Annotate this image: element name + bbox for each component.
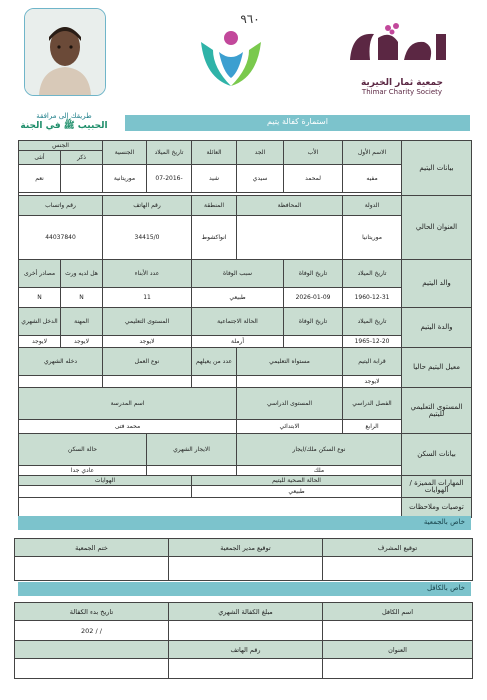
whatsapp-value[interactable]: 44037840	[19, 216, 103, 260]
male-value[interactable]	[61, 165, 103, 193]
father-birthdate-value[interactable]: 1960-12-31	[343, 288, 402, 308]
family-label: العائلة	[192, 141, 237, 165]
phone-value[interactable]: 34415/0	[103, 216, 192, 260]
carer-education-value[interactable]	[237, 376, 343, 388]
grandfather-value[interactable]: سيدي	[237, 165, 284, 193]
child-photo-image	[25, 9, 105, 95]
governorate-label: المحافظة	[237, 196, 343, 216]
sponsor-phone-label: رقم الهاتف	[169, 641, 323, 659]
country-label: الدولة	[343, 196, 402, 216]
death-cause-value[interactable]: طبيعي	[192, 288, 284, 308]
housing-condition-label: حالة السكن	[19, 434, 147, 466]
father-birthdate-label: تاريخ الميلاد	[343, 260, 402, 288]
father-name-value[interactable]: لمحمد	[284, 165, 343, 193]
start-date-label: تاريخ بدء الكفالة	[15, 603, 169, 621]
monthly-amount-label: مبلغ الكفالة الشهري	[169, 603, 323, 621]
mother-birthdate-label: تاريخ الميلاد	[343, 308, 402, 336]
form-title-bar	[125, 115, 470, 131]
carer-job-value[interactable]	[103, 376, 192, 388]
female-label: أنثى	[19, 151, 61, 165]
first-name-label: الاسم الأول	[343, 141, 402, 165]
seal-label: ختم الجمعية	[15, 539, 169, 557]
sponsor-table	[14, 602, 473, 679]
birthdate-label: تاريخ الميلاد	[147, 141, 192, 165]
education-section-label: المستوى التعليمي لليتيم	[402, 388, 472, 434]
sponsor-name-label: اسم الكافل	[323, 603, 473, 621]
brand-block	[338, 20, 466, 96]
carer-dependents-value[interactable]	[192, 376, 237, 388]
director-signature-field[interactable]	[169, 557, 323, 581]
sponsor-extra-field[interactable]	[15, 659, 169, 679]
grandfather-label: الجد	[237, 141, 284, 165]
carer-relation-value[interactable]: لايوجد	[343, 376, 402, 388]
motto-line2: الحبيب ﷺ في الجنة	[20, 121, 108, 131]
mother-income-label: الدخل الشهري	[19, 308, 61, 336]
grade-label: الفصل الدراسي	[343, 388, 402, 420]
housing-type-label: نوع السكن ملك/ايجار	[237, 434, 402, 466]
nationality-value[interactable]: موريتانية	[103, 165, 147, 193]
father-inheritance-label: هل لديه ورث	[61, 260, 103, 288]
supervisor-signature-field[interactable]	[323, 557, 473, 581]
housing-section-label: بيانات السكن	[402, 434, 472, 476]
supervisor-signature-label: توقيع المشرف	[323, 539, 473, 557]
motto-line1: طريقك إلى مرافقة	[36, 112, 92, 120]
mother-education-label: المستوى التعليمي	[103, 308, 192, 336]
housing-type-value[interactable]: ملك	[237, 466, 402, 476]
thimar-logo-icon	[338, 20, 466, 72]
sponsor-address-value[interactable]	[323, 659, 473, 679]
father-inheritance-value[interactable]: N	[61, 288, 103, 308]
father-other-income-label: مصادر أخرى	[19, 260, 61, 288]
sponsor-phone-value[interactable]	[169, 659, 323, 679]
region-value[interactable]: انواكشوط	[192, 216, 237, 260]
seal-field[interactable]	[15, 557, 169, 581]
sponsor-section-title: خاص بالكافل	[426, 584, 465, 592]
mother-death-date-value[interactable]	[284, 336, 343, 348]
mother-income-value[interactable]: لايوجد	[19, 336, 61, 348]
orphan-photo	[24, 8, 106, 96]
mother-death-date-label: تاريخ الوفاة	[284, 308, 343, 336]
address-section-label: العنوان الحالي	[402, 196, 472, 260]
carer-dependents-label: عدد من يعيلهم	[192, 348, 237, 376]
skills-section-label: المهارات المميزة / الهوايات	[402, 476, 472, 498]
start-date-value[interactable]: 202 / /	[15, 621, 169, 641]
sponsor-phone-spacer	[15, 641, 169, 659]
sponsor-section-bar	[18, 582, 471, 596]
monthly-amount-value[interactable]	[169, 621, 323, 641]
office-section-title: خاص بالجمعية	[423, 518, 465, 526]
director-signature-label: توقيع مدير الجمعية	[169, 539, 323, 557]
carer-education-label: مستواه التعليمي	[237, 348, 343, 376]
org-name-en: Thimar Charity Society	[361, 88, 443, 96]
children-count-label: عدد الأبناء	[103, 260, 192, 288]
monthly-rent-label: الايجار الشهري	[147, 434, 237, 466]
mother-birthdate-value[interactable]: 1965-12-20	[343, 336, 402, 348]
form-title: استمارة كفالة يتيم	[267, 117, 328, 126]
school-level-value[interactable]: الابتدائي	[237, 420, 343, 434]
school-name-value[interactable]: محمد فتى	[19, 420, 237, 434]
mother-job-value[interactable]: لايوجد	[61, 336, 103, 348]
sponsor-address-label: العنوان	[323, 641, 473, 659]
whatsapp-label: رقم واتساب	[19, 196, 103, 216]
school-level-label: المستوى الدراسي	[237, 388, 343, 420]
children-count-value[interactable]: 11	[103, 288, 192, 308]
father-other-income-value[interactable]: N	[19, 288, 61, 308]
birthdate-value[interactable]: 07-2016-	[147, 165, 192, 193]
governorate-value[interactable]	[237, 216, 343, 260]
male-label: ذكر	[61, 151, 103, 165]
org-name-ar: جمعية ثمار الخيرية	[360, 78, 444, 88]
school-name-label: اسم المدرسة	[19, 388, 237, 420]
father-section-label: والد اليتيم	[402, 260, 472, 308]
carer-income-value[interactable]	[19, 376, 103, 388]
family-value[interactable]: شيد	[192, 165, 237, 193]
housing-condition-value[interactable]: عادي جدا	[19, 466, 147, 476]
first-name-value[interactable]: مفيه	[343, 165, 402, 193]
office-table	[14, 538, 473, 581]
death-cause-label: سبب الوفاة	[192, 260, 284, 288]
carer-section-label: معيل اليتيم حاليا	[402, 348, 472, 388]
health-status-label: الحالة الصحية لليتيم	[192, 476, 402, 486]
phone-label: رقم الهاتف	[103, 196, 192, 216]
mother-education-value[interactable]: لايوجد	[103, 336, 192, 348]
carer-relation-label: قرابة اليتيم	[343, 348, 402, 376]
hobbies-label: الهوايات	[19, 476, 192, 486]
orphan-section-label: بيانات اليتيم	[402, 141, 472, 196]
mother-job-label: المهنة	[61, 308, 103, 336]
carer-job-label: نوع العمل	[103, 348, 192, 376]
country-value[interactable]: موريتانيا	[343, 216, 402, 260]
monthly-rent-value[interactable]	[147, 466, 237, 476]
gender-header: الجنس	[19, 141, 103, 151]
mother-section-label: والدة اليتيم	[402, 308, 472, 348]
orphan-form-table	[18, 140, 472, 518]
region-label: المنطقة	[192, 196, 237, 216]
nationality-label: الجنسية	[103, 141, 147, 165]
father-death-date-label: تاريخ الوفاة	[284, 260, 343, 288]
carer-income-label: دخله الشهري	[19, 348, 103, 376]
father-death-date-value[interactable]: 2026-01-09	[284, 288, 343, 308]
office-section-bar	[18, 516, 471, 530]
female-value[interactable]: نعم	[19, 165, 61, 193]
mother-marital-value[interactable]: أرملة	[192, 336, 284, 348]
notes-section-label: توصيات وملاحظات	[402, 498, 472, 518]
mother-marital-label: الحالة الاجتماعية	[192, 308, 284, 336]
father-name-label: الأب	[284, 141, 343, 165]
health-status-value[interactable]: طبيعي	[192, 486, 402, 498]
hands-logo-icon	[195, 28, 267, 94]
reference-number: ٩٦٠	[240, 12, 260, 26]
notes-value[interactable]	[19, 498, 402, 518]
hobbies-value[interactable]	[19, 486, 192, 498]
grade-value[interactable]: الرابع	[343, 420, 402, 434]
motto	[14, 111, 114, 131]
sponsor-name-value[interactable]	[323, 621, 473, 641]
